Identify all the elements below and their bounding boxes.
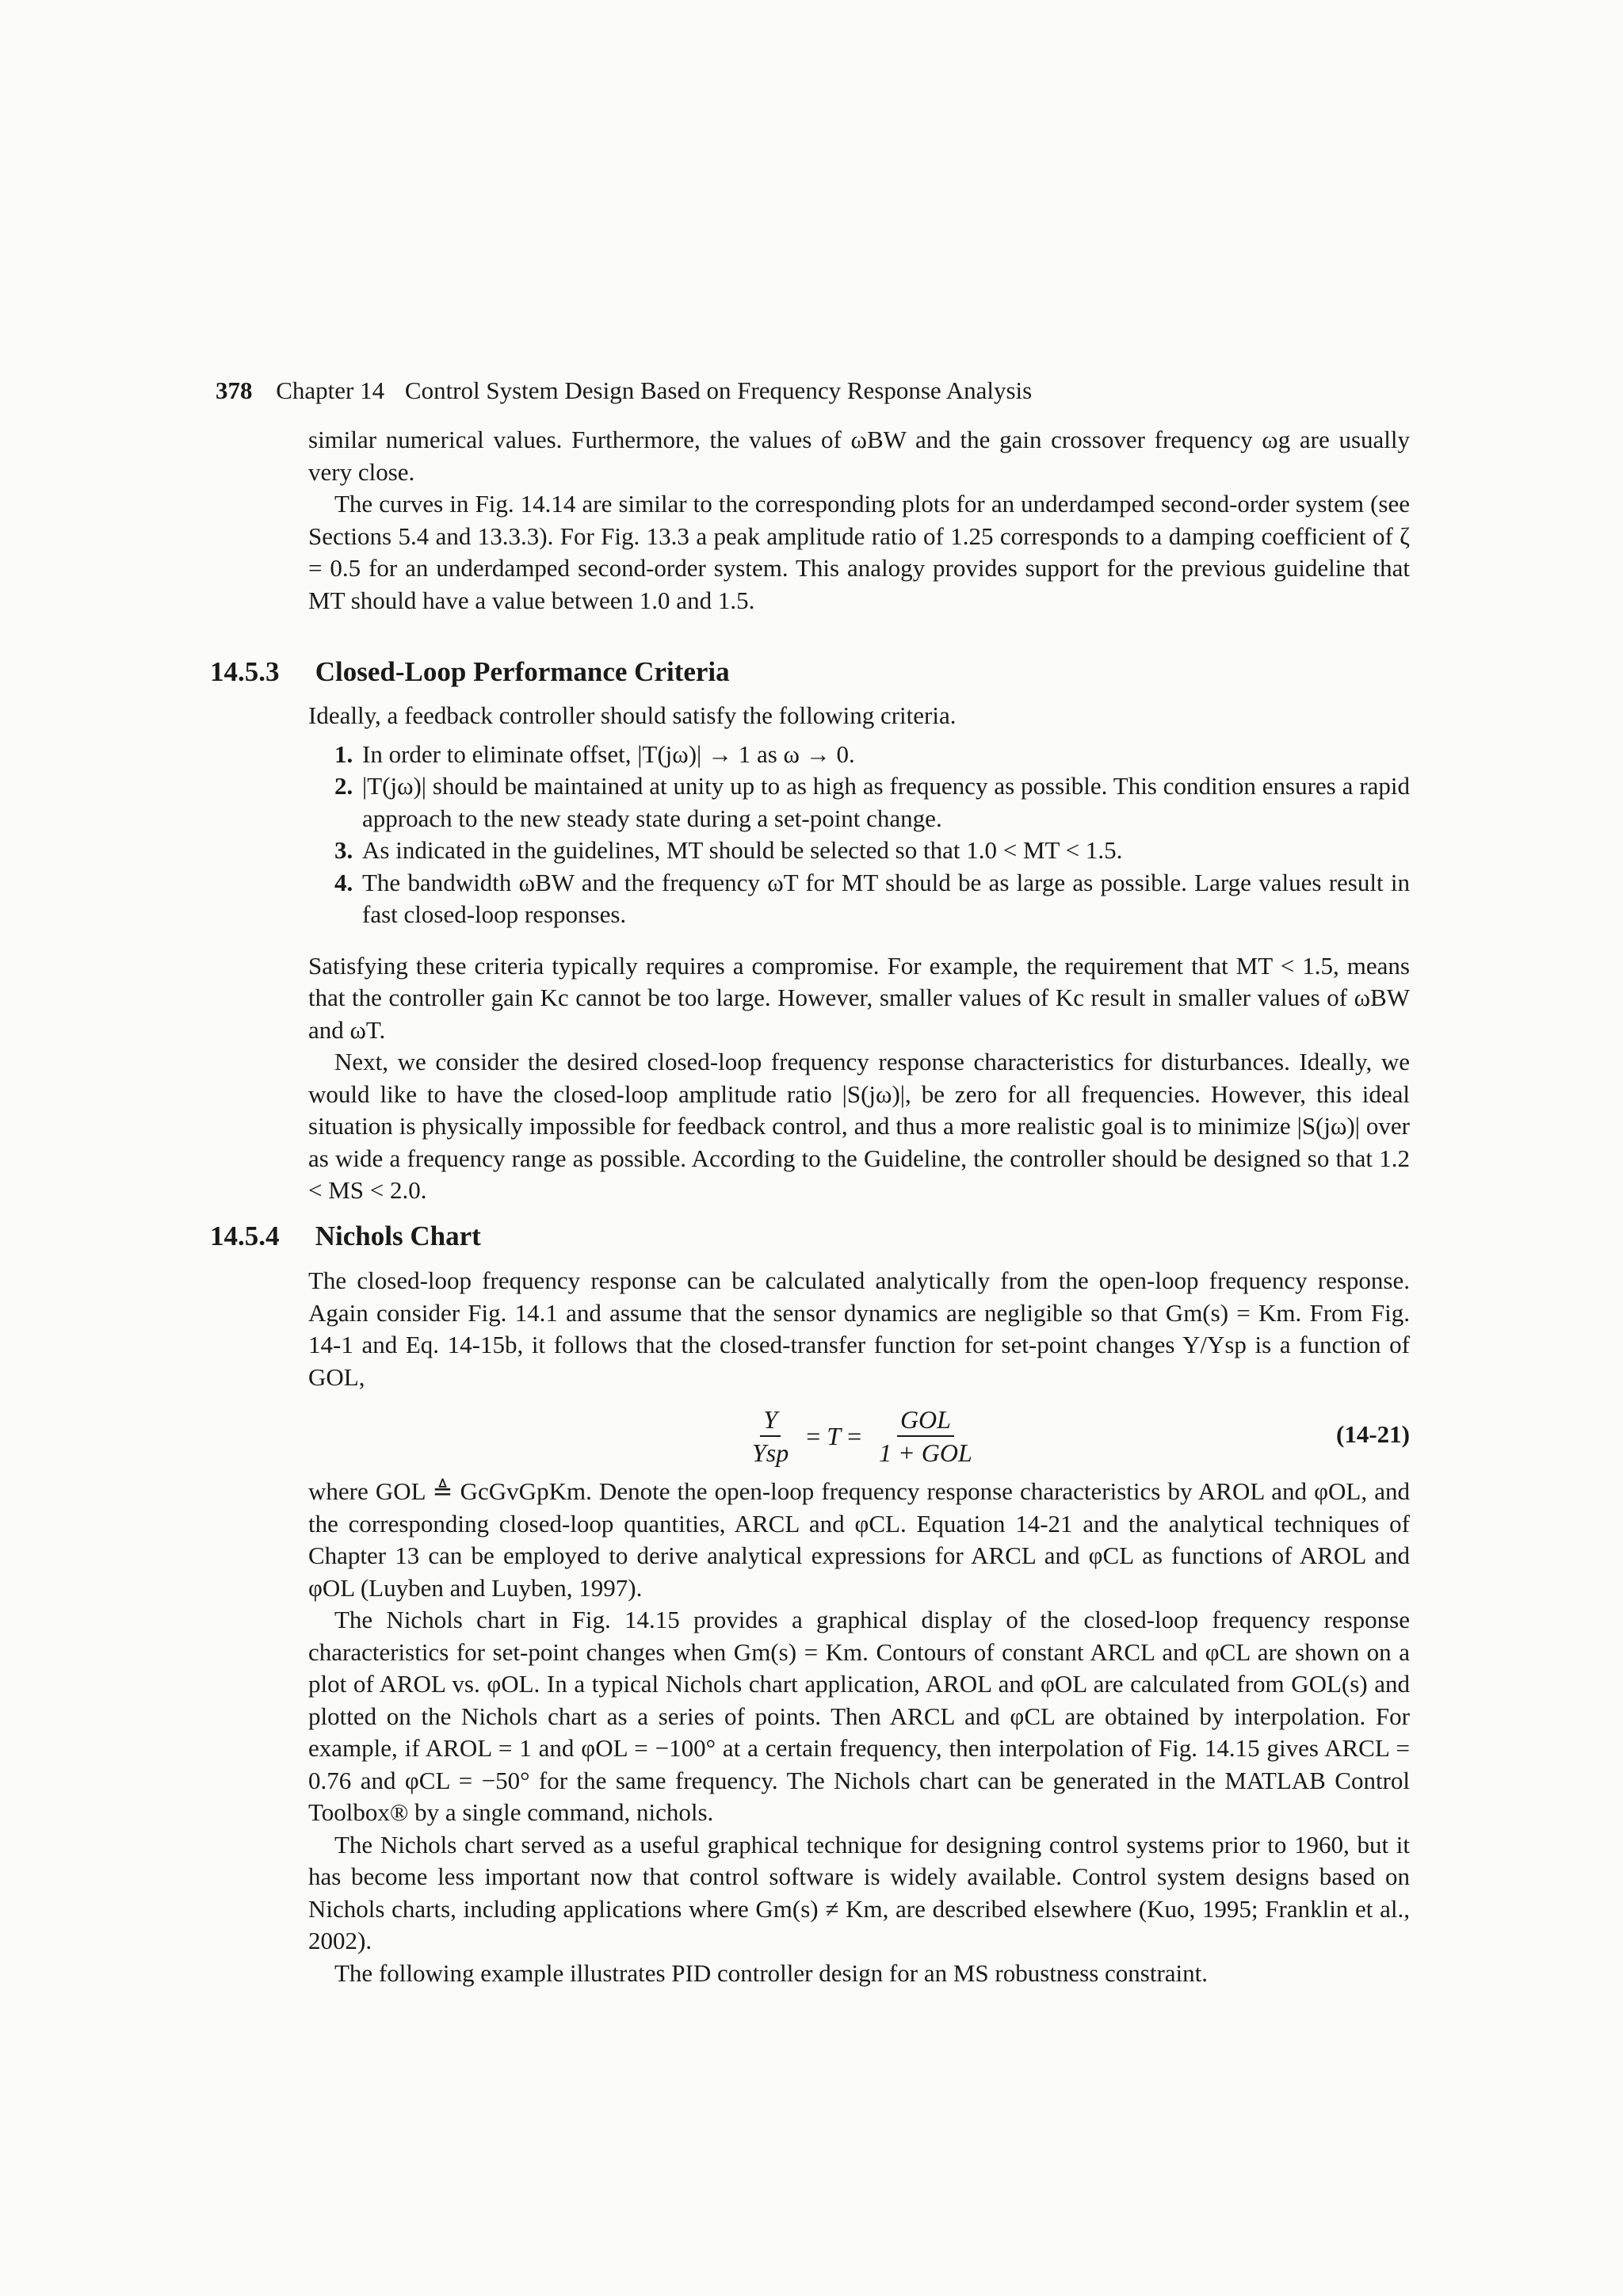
paragraph: Satisfying these criteria typically requires a compromise. For example, the requirement that MT < 1.5, means that the controller gain Kc cannot be too large. However, smaller values of Kc result in smaller values of ωBW and ωT. [308, 951, 1410, 1044]
paragraph: Ideally, a feedback controller should satisfy the following criteria. [308, 701, 957, 729]
equals-sign: = [806, 1421, 821, 1450]
list-item [308, 835, 1410, 867]
section-title: Nichols Chart [315, 1221, 481, 1251]
list-item [308, 770, 1410, 835]
criteria-list [308, 739, 1410, 931]
list-marker: 1. [334, 739, 353, 768]
list-marker: 4. [334, 868, 353, 896]
paragraph: The Nichols chart served as a useful graphical technique for designing control systems prior to 1960, but it has become less important now that control software is widely available. Control system designs based on Nichols charts, including applications where Gm(s) ≠ Km, are described elsewhere (Kuo, 1995; Franklin et al., 2002). [308, 1830, 1410, 1954]
equation-number: (14-21) [1336, 1420, 1410, 1448]
section-heading [210, 655, 730, 690]
equals-sign: = [847, 1421, 862, 1450]
section-title: Closed-Loop Performance Criteria [315, 656, 730, 687]
chapter-title: Control System Design Based on Frequency Response Analysis [404, 376, 1033, 404]
chapter-label: Chapter 14 [276, 376, 385, 404]
page-number: 378 [216, 376, 253, 404]
paragraph: The closed-loop frequency response can be calculated analytically from the open-loop frequency response. Again consider Fig. 14.1 and assume that the sensor dynamics are negligible so that Gm(s) = Km. From Fig. 14-1 and Eq. 14-15b, it follows that the closed-transfer function for set-point changes Y/Ysp is a function of GOL, [308, 1266, 1410, 1391]
fraction-numerator: Y [760, 1404, 781, 1437]
list-marker: 2. [334, 772, 353, 800]
section-number: 14.5.4 [210, 1221, 280, 1251]
fraction-denominator: 1 + GOL [879, 1438, 972, 1467]
section-body [308, 1265, 1410, 1989]
fraction-numerator: GOL [897, 1404, 954, 1437]
section-body [308, 700, 1410, 1207]
paragraph: The following example illustrates PID controller design for an MS robustness constraint. [334, 1958, 1209, 1987]
equation-symbol: T [827, 1421, 842, 1450]
fraction [749, 1404, 792, 1469]
equation-math [741, 1400, 983, 1473]
list-item-text: The bandwidth ωBW and the frequency ωT for MT should be as large as possible. Large values result in fast closed-loop responses. [362, 868, 1410, 928]
list-item-text: |T(jω)| should be maintained at unity up to as high as frequency as possible. This condition ensures a rapid approach to the new steady state during a set-point change. [362, 772, 1410, 832]
paragraph: similar numerical values. Furthermore, the values of ωBW and the gain crossover frequency ωg are usually very close. [308, 426, 1410, 486]
fraction-denominator: Ysp [752, 1438, 789, 1467]
fraction [876, 1404, 976, 1469]
list-marker: 3. [334, 836, 353, 864]
running-head [216, 375, 1032, 407]
paragraph: Next, we consider the desired closed-loop frequency response characteristics for disturbances. Ideally, we would like to have the closed-loop amplitude ratio |S(jω)|, be zero for all frequencies. However, this ideal situation is physically impossible for feedback control, and thus a more realistic goal is to minimize |S(jω)| over as wide a frequency range as possible. According to the Guideline, the controller should be designed so that 1.2 < MS < 2.0. [308, 1048, 1410, 1204]
list-item [308, 739, 1410, 771]
intro-block [308, 424, 1410, 617]
paragraph: The curves in Fig. 14.14 are similar to the corresponding plots for an underdamped second-order system (see Sections 5.4 and 13.3.3). For Fig. 13.3 a peak amplitude ratio of 1.25 corresponds to a damping coefficient of ζ = 0.5 for an underdamped second-order system. This analogy provides support for the previous guideline that MT should have a value between 1.0 and 1.5. [308, 490, 1410, 614]
paragraph: where GOL ≜ GcGvGpKm. Denote the open-loop frequency response characteristics by AROL and φOL, and the corresponding closed-loop quantities, ARCL and φCL. Equation 14-21 and the analytical techniques of Chapter 13 can be employed to derive analytical expressions for ARCL and φCL as functions of AROL and φOL (Luyben and Luyben, 1997). [308, 1477, 1410, 1602]
list-item [308, 867, 1410, 931]
equation-14-21 [308, 1400, 1410, 1473]
paragraph: The Nichols chart in Fig. 14.15 provides a graphical display of the closed-loop frequency response characteristics for set-point changes when Gm(s) = Km. Contours of constant ARCL and φCL are shown on a plot of AROL vs. φOL. In a typical Nichols chart application, AROL and φOL are calculated from GOL(s) and plotted on the Nichols chart as a series of points. Then ARCL and φCL are obtained by interpolation. For example, if AROL = 1 and φOL = −100° at a certain frequency, then interpolation of Fig. 14.15 gives ARCL = 0.76 and φCL = −50° for the same frequency. The Nichols chart can be generated in the MATLAB Control Toolbox® by a single command, nichols. [308, 1606, 1410, 1826]
list-item-text: As indicated in the guidelines, MT should be selected so that 1.0 < MT < 1.5. [362, 836, 1123, 864]
section-heading [210, 1219, 481, 1254]
list-item-text: In order to eliminate offset, |T(jω)| → 1 as ω → 0. [362, 739, 855, 768]
section-number: 14.5.3 [210, 656, 280, 687]
